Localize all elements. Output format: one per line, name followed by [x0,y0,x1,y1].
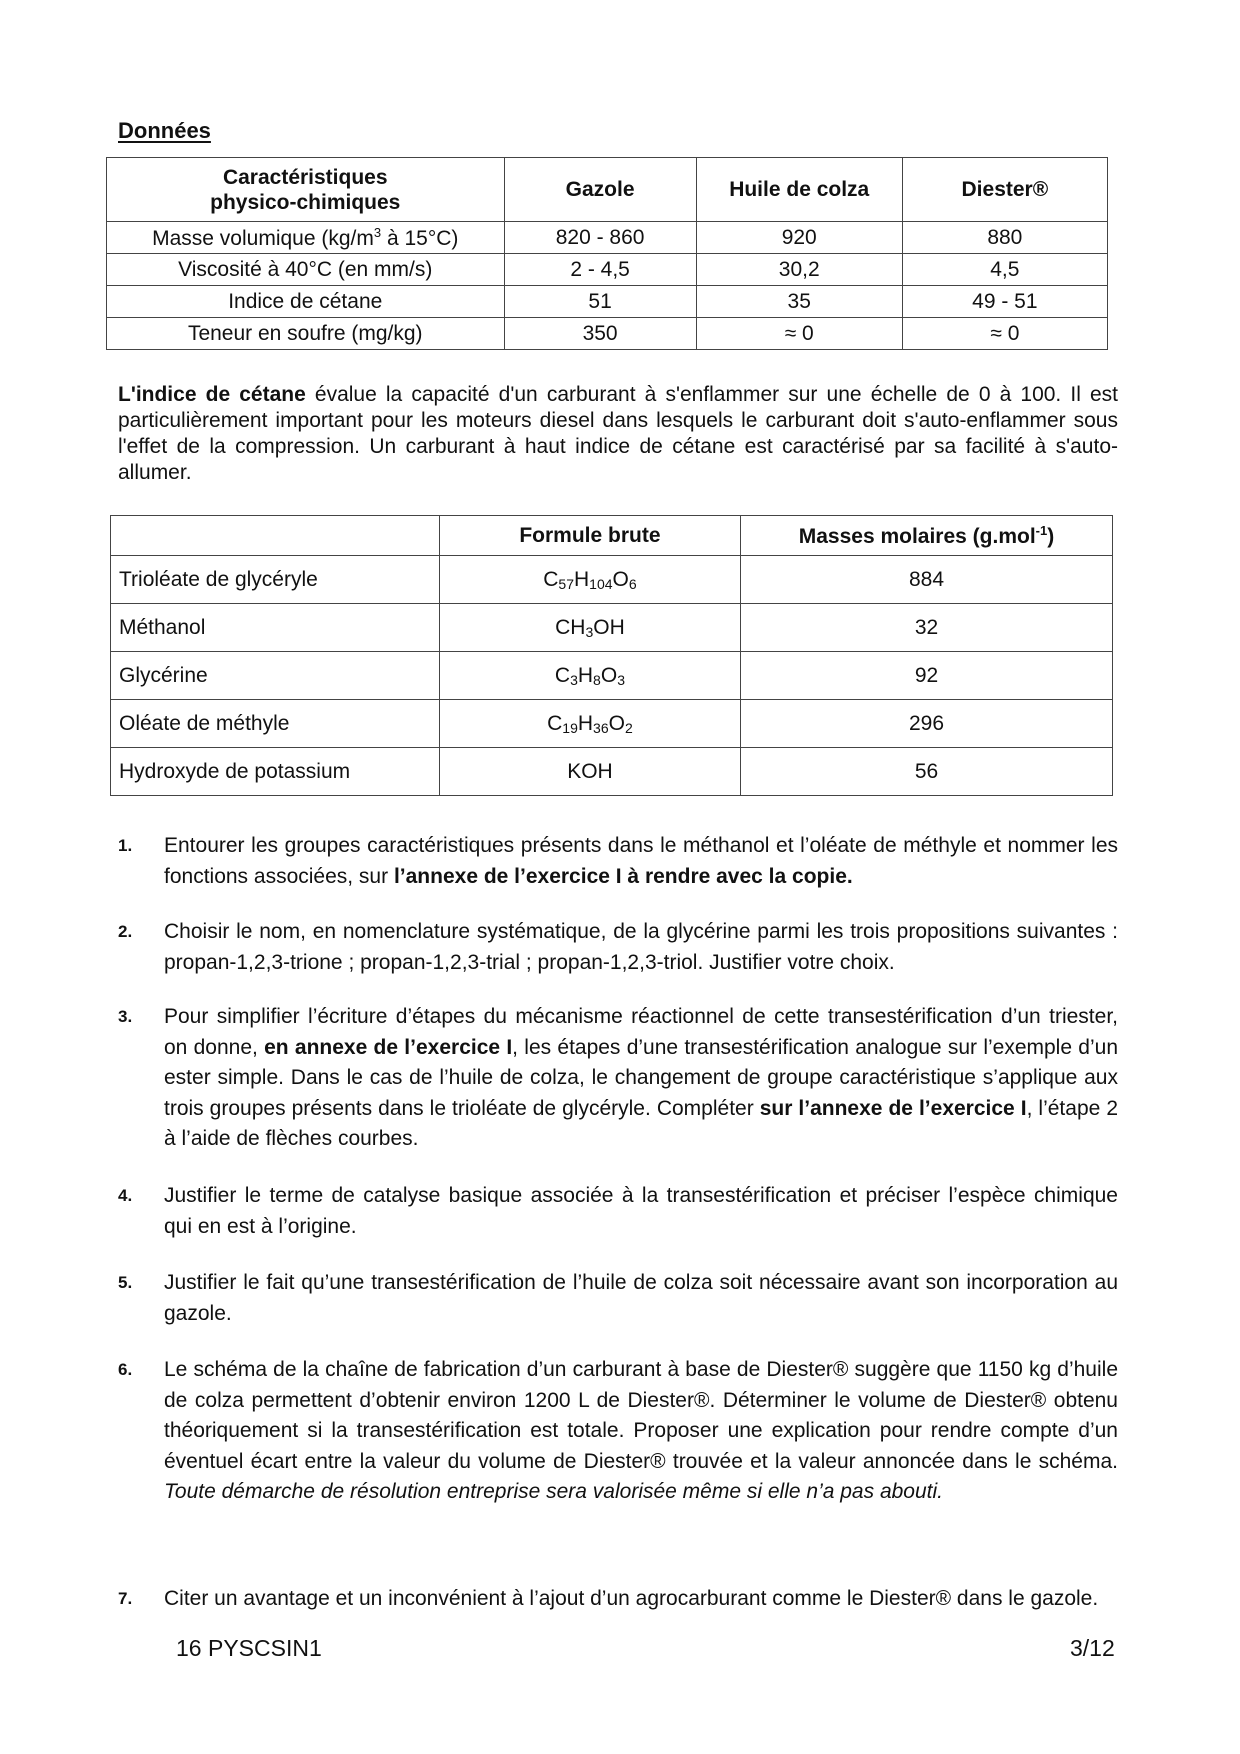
compound-molar-mass: 56 [740,748,1112,796]
question-item [118,831,1118,892]
cell-colza: ≈ 0 [696,318,902,350]
row-label: Teneur en soufre (mg/kg) [107,318,505,350]
cell-colza: 30,2 [696,254,902,286]
table-row [111,604,1113,652]
question-number: 1. [118,836,133,855]
section-heading: Données [118,118,211,143]
cell-diester: 880 [902,222,1107,254]
table-row [111,748,1113,796]
table-row [111,556,1113,604]
question-item [118,1584,1118,1615]
compound-name: Glycérine [111,652,440,700]
question-item [118,1181,1118,1242]
question-item [118,1268,1118,1329]
question-item [118,917,1118,978]
header-formula: Formule brute [439,516,740,556]
table-header-row [107,158,1108,222]
table-header-row [111,516,1113,556]
cetane-paragraph: L'indice de cétane évalue la capacité d'un carburant à s'enflammer sur une échelle de 0 à 100. Il est particulièrement important pour les moteurs diesel dans lesquels le carburant doit s'auto-enflammer sous l'effet de la compression. Un carburant à haut indice de cétane est caractérisé par sa facilité à s'auto-allumer. [118,383,1119,484]
compound-molar-mass: 884 [740,556,1112,604]
row-label: Masse volumique ($kg/m^3$ à 15°C) [107,222,505,254]
cell-diester: ≈ 0 [902,318,1107,350]
row-label: Indice de cétane [107,286,505,318]
table-row [107,222,1108,254]
header-empty [111,516,440,556]
question-number: 7. [118,1589,133,1608]
compound-molar-mass: 296 [740,700,1112,748]
cell-gazole: 350 [504,318,696,350]
header-gazole: Gazole [504,158,696,222]
question-text: Pour simplifier l’écriture d’étapes du mécanisme réactionnel de cette transestérification d’un triester, on donne, en annexe de l’exercice I, les étapes d’une transestérification analogue sur l’exemple d’un ester simple. Dans le cas de l’huile de colza, le changement de groupe caractéristique s’applique aux trois groupes présents dans le trioléate de glycéryle. Compléter sur l’annexe de l’exercice I, l’étape 2 à l’aide de flèches courbes. [164,1005,1118,1150]
page-number: 3/12 [1070,1635,1115,1661]
question-text: Choisir le nom, en nomenclature systématique, de la glycérine parmi les trois propositions suivantes : propan-1,2,3-trione ; propan-1,2,3-trial ; propan-1,2,3-triol. Justifier votre choix. [164,920,1118,974]
compound-name: Méthanol [111,604,440,652]
table-row [111,652,1113,700]
exam-code: 16 PYSCSIN1 [176,1635,322,1661]
header-colza: Huile de colza [696,158,902,222]
compound-name: Trioléate de glycéryle [111,556,440,604]
cell-gazole: 820 - 860 [504,222,696,254]
compound-molar-mass: 32 [740,604,1112,652]
table-row [107,254,1108,286]
header-characteristics: Caractéristiques physico-chimiques [107,158,505,222]
compound-molar-mass: 92 [740,652,1112,700]
row-label: Viscosité à 40°C (en mm/s) [107,254,505,286]
cell-diester: 49 - 51 [902,286,1107,318]
compound-formula: $C_{19}H_{36}O_2$ [439,700,740,748]
question-number: 3. [118,1007,133,1026]
table-row [111,700,1113,748]
table-row [107,286,1108,318]
compound-name: Oléate de méthyle [111,700,440,748]
header-diester: Diester® [902,158,1107,222]
cell-gazole: 2 - 4,5 [504,254,696,286]
question-number: 2. [118,922,133,941]
compound-formula: $CH_3OH$ [439,604,740,652]
cetane-term: L'indice de cétane [118,383,306,406]
cell-colza: 35 [696,286,902,318]
question-item [118,1355,1118,1508]
cell-gazole: 51 [504,286,696,318]
question-text: Justifier le terme de catalyse basique associée à la transestérification et préciser l’espèce chimique qui en est à l’origine. [164,1184,1118,1238]
question-number: 4. [118,1186,133,1205]
compound-formula: $C_{57}H_{104}O_6$ [439,556,740,604]
compound-name: Hydroxyde de potassium [111,748,440,796]
molar-mass-table [110,515,1113,796]
cell-diester: 4,5 [902,254,1107,286]
question-text: Le schéma de la chaîne de fabrication d’un carburant à base de Diester® suggère que 1150 kg d’huile de colza permettent d’obtenir environ 1200 L de Diester®. Déterminer le volume de Diester® obtenu théoriquement si la transestérification est totale. Proposer une explication pour rendre compte d’un éventuel écart entre la valeur du volume de Diester® trouvée et la valeur annoncée dans le schéma. Toute démarche de résolution entreprise sera valorisée même si elle n’a pas abouti. [164,1358,1118,1503]
question-number: 6. [118,1360,133,1379]
question-text: Justifier le fait qu’une transestérification de l’huile de colza soit nécessaire avant son incorporation au gazole. [164,1271,1118,1325]
question-text: Citer un avantage et un inconvénient à l’ajout d’un agrocarburant comme le Diester® dans le gazole. [164,1587,1099,1610]
header-molar-mass: Masses molaires (g.mol$^{-1}$) [740,516,1112,556]
question-item [118,1002,1118,1155]
question-text: Entourer les groupes caractéristiques présents dans le méthanol et l’oléate de méthyle et nommer les fonctions associées, sur l’annexe de l’exercice I à rendre avec la copie. [164,834,1118,888]
compound-formula: $C_3H_8O_3$ [439,652,740,700]
cell-colza: 920 [696,222,902,254]
table-row [107,318,1108,350]
question-number: 5. [118,1273,133,1292]
properties-table [106,157,1108,350]
compound-formula: KOH [439,748,740,796]
